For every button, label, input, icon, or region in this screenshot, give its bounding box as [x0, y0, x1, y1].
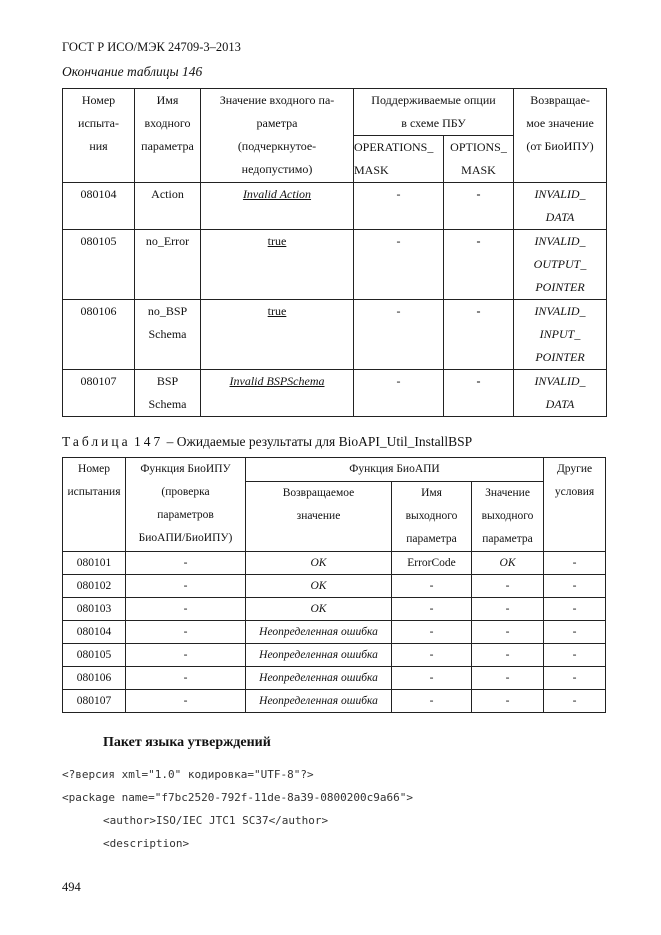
header-bioipu-function: Функция БиоИПУ (проверка параметров БиоАПИ/БиоИПУ)	[126, 458, 246, 552]
table-row: 080104 Action Invalid Action - - INVALID_ DATA	[63, 183, 607, 230]
table-row: 080107 BSP Schema Invalid BSPSchema - - INVALID_ DATA	[63, 370, 607, 417]
header-return-value: Возвращаемое значение	[246, 482, 392, 552]
header-bioapi-function: Функция БиоАПИ	[246, 458, 544, 482]
table-row: 080101 - OK ErrorCode OK -	[63, 552, 606, 575]
table-row: 080106 - Неопределенная ошибка - - -	[63, 667, 606, 690]
header-supported-options: Поддерживаемые опции в схеме ПБУ	[354, 89, 514, 136]
section-title: Пакет языка утверждений	[103, 735, 271, 750]
code-line: <package name="f7bc2520-792f-11de-8a39-0800200c9a66">	[62, 791, 413, 804]
code-line: <?версия xml="1.0" кодировка="UTF-8"?>	[62, 768, 314, 781]
table-row: 080102 - OK - - -	[63, 575, 606, 598]
page-number: 494	[62, 880, 81, 894]
header-return-value: Возвращае- мое значение (от БиоИПУ)	[514, 89, 607, 183]
header-input-value: Значение входного па- раметра (подчеркнутое- недопустимо)	[201, 89, 354, 183]
table-row: 080107 - Неопределенная ошибка - - -	[63, 690, 606, 713]
standard-designation: ГОСТ Р ИСО/МЭК 24709-3–2013	[62, 40, 241, 54]
table-continuation-caption: Окончание таблицы 146	[62, 64, 203, 79]
header-other-conditions: Другие условия	[544, 458, 606, 552]
header-test-number: Номер испыта- ния	[63, 89, 135, 183]
header-operations-mask: OPERATIONS_ MASK	[354, 136, 444, 183]
header-param-name: Имя входного параметра	[135, 89, 201, 183]
table-146	[62, 88, 607, 417]
table-row: 080105 - Неопределенная ошибка - - -	[63, 644, 606, 667]
table-row: 080105 no_Error true - - INVALID_ OUTPUT_ POINTER	[63, 230, 607, 300]
header-output-name: Имя выходного параметра	[392, 482, 472, 552]
table-row: 080104 - Неопределенная ошибка - - -	[63, 621, 606, 644]
table-147	[62, 457, 606, 713]
table-147-caption: Таблица 147 – Ожидаемые результаты для BioAPI_Util_InstallBSP	[62, 434, 473, 449]
header-output-value: Значение выходного параметра	[472, 482, 544, 552]
header-options-mask: OPTIONS_ MASK	[444, 136, 514, 183]
header-test-number: Номер испытания	[63, 458, 126, 552]
code-line: <author>ISO/IEC JTC1 SC37</author>	[103, 814, 329, 827]
code-line: <description>	[103, 837, 190, 850]
table-row: 080106 no_BSP Schema true - - INVALID_ INPUT_ POINTER	[63, 300, 607, 370]
table-row: 080103 - OK - - -	[63, 598, 606, 621]
